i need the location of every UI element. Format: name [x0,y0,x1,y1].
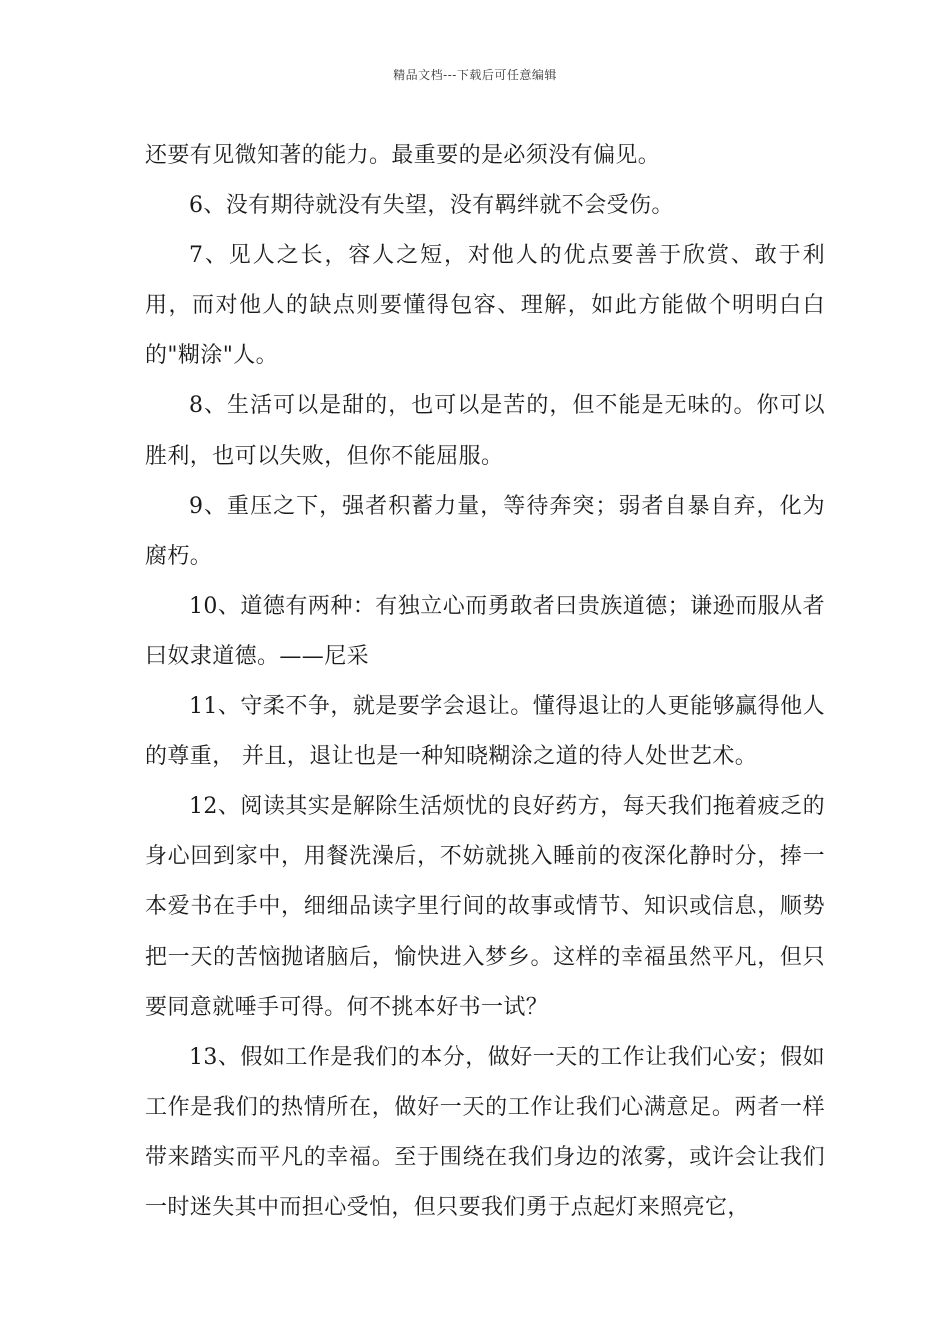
paragraph-item-9: 9、重压之下，强者积蓄力量，等待奔突；弱者自暴自弃，化为腐朽。 [145,493,825,569]
paragraph-item-10: 10、道德有两种：有独立心而勇敢者曰贵族道德；谦逊而服从者曰奴隶道德。——尼采 [145,593,825,669]
paragraph-item-13: 13、假如工作是我们的本分，做好一天的工作让我们心安；假如工作是我们的热情所在，做好一天的工作让我们心满意足。两者一样带来踏实而平凡的幸福。至于围绕在我们身边的浓雾，或许会让我们一时迷失其中而担心受怕，但只要我们勇于点起灯来照亮它， [145,1044,825,1220]
paragraph-item-11: 11、守柔不争，就是要学会退让。懂得退让的人更能够赢得他人的尊重， 并且，退让也是一种知晓糊涂之道的待人处世艺术。 [145,694,825,770]
paragraph-item-8: 8、生活可以是甜的，也可以是苦的，但不能是无味的。你可以胜利，也可以失败，但你不能屈服。 [145,393,825,469]
paragraph-item-12: 12、阅读其实是解除生活烦忧的良好药方，每天我们拖着疲乏的身心回到家中，用餐洗澡后，不妨就挑入睡前的夜深化静时分，捧一本爱书在手中，细细品读字里行间的故事或情节、知识或信息，顺势把一天的苦恼抛诸脑后，愉快进入梦乡。这样的幸福虽然平凡，但只要同意就唾手可得。何不挑本好书一试？ [145,794,825,1020]
document-body [145,131,825,1233]
paragraph-continuation: 还要有见微知著的能力。最重要的是必须没有偏见。 [145,143,661,168]
page-header: 精品文档---下载后可任意编辑 [393,68,557,82]
paragraph-item-6: 6、没有期待就没有失望，没有羁绊就不会受伤。 [189,193,674,219]
paragraph-item-7: 7、见人之长，容人之短，对他人的优点要善于欣赏、敢于利用，而对他人的缺点则要懂得包容、理解，如此方能做个明明白白的"糊涂"人。 [145,243,825,369]
